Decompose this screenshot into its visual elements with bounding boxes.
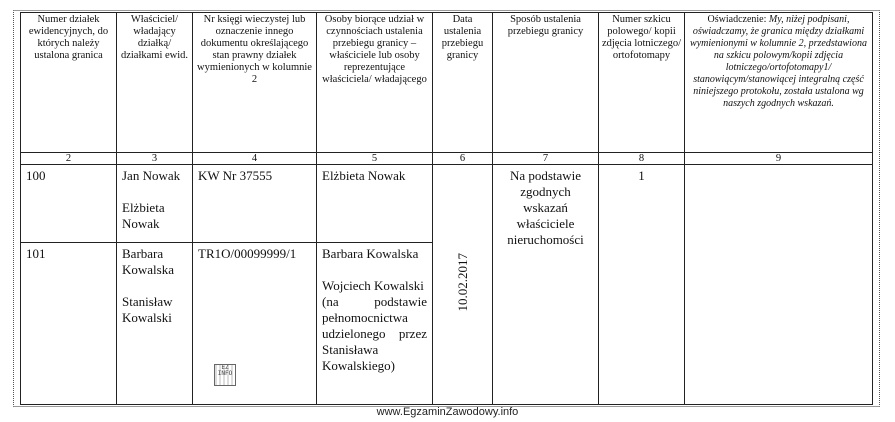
header-owner: Właściciel/ władający działką/ działkami ewid. — [117, 13, 193, 153]
date-cell — [433, 165, 493, 405]
date-value: 10.02.2017 — [454, 252, 470, 312]
participant-name: Barbara Kowalska — [322, 246, 419, 261]
owner-cell — [117, 165, 193, 243]
header-participants: Osoby biorące udział w czynnościach ustalenia przebiegu granicy – właściciele lub osoby reprezentujące właściciela/ władającego — [317, 13, 433, 153]
watermark-logo: EZ INFO — [214, 364, 236, 386]
header-date: Data ustalenia przebiegu granicy — [433, 13, 493, 153]
parcel-number-cell: 101 — [21, 243, 117, 405]
header-land-register: Nr księgi wieczystej lub oznaczenie innego dokumentu określającego stan prawny działek wymienionych w kolumnie 2 — [193, 13, 317, 153]
declaration-lead: Oświadczenie: — [707, 14, 769, 25]
participants-cell: Elżbieta Nowak — [317, 165, 433, 243]
column-number: 4 — [193, 153, 317, 165]
declaration-cell — [685, 165, 873, 405]
column-number: 6 — [433, 153, 493, 165]
column-number: 8 — [599, 153, 685, 165]
boundary-protocol-table — [20, 12, 873, 405]
participants-cell — [317, 243, 433, 405]
header-sketch-number: Numer szkicu polowego/ kopii zdjęcia lotniczego/ ortofotomapy — [599, 13, 685, 153]
sketch-number-cell: 1 — [599, 165, 685, 405]
owner-name: Jan Nowak — [122, 168, 181, 183]
header-method: Sposób ustalenia przebiegu granicy — [493, 13, 599, 153]
land-register-cell: TR1O/00099999/1 — [193, 243, 317, 405]
parcel-number-cell: 100 — [21, 165, 117, 243]
proxy-note: (na podstawie pełnomocnictwa udzielonego przez Stanisława Kowalskiego) — [322, 294, 427, 373]
owner-name: Elżbieta Nowak — [122, 200, 165, 231]
land-register-cell: KW Nr 37555 — [193, 165, 317, 243]
column-number: 9 — [685, 153, 873, 165]
declaration-body: My, niżej podpisani, oświadczamy, że granica między działkami wymienionymi w kolumnie 2, przedstawiona na szkicu polowym/kopii zdjęcia lotniczego/ortofotomapy1/ stanowiącym/stanowiącej integralną część niniejszego protokołu, została ustalona wg naszych zgodnych wskazań. — [690, 14, 867, 109]
owner-name: Stanisław Kowalski — [122, 294, 173, 325]
owner-name: Barbara Kowalska — [122, 246, 174, 277]
header-declaration — [685, 13, 873, 153]
table-row — [21, 165, 873, 243]
footer-url[interactable]: www.EgzaminZawodowy.info — [376, 406, 519, 418]
column-number: 2 — [21, 153, 117, 165]
owner-cell — [117, 243, 193, 405]
header-row — [21, 13, 873, 153]
participant-name: Wojciech Kowalski — [322, 278, 424, 293]
column-number: 3 — [117, 153, 193, 165]
column-number: 7 — [493, 153, 599, 165]
method-cell: Na podstawie zgodnych wskazań właściciele nieruchomości — [493, 165, 599, 405]
header-parcel-numbers: Numer działek ewidencyjnych, do których należy ustalona granica — [21, 13, 117, 153]
column-number: 5 — [317, 153, 433, 165]
column-number-row — [21, 153, 873, 165]
